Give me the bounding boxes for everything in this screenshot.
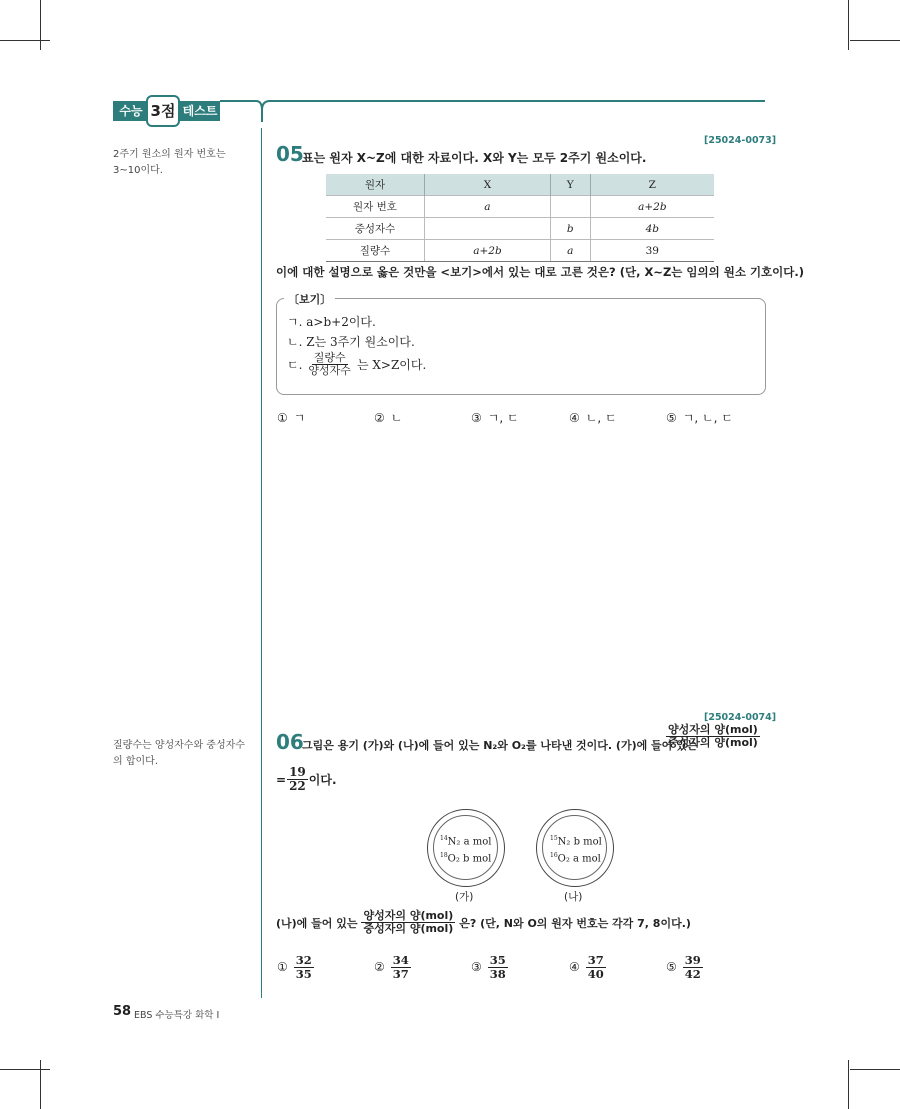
q05-side-note: 2주기 원소의 원자 번호는 3~10이다. (113, 149, 226, 176)
bogi-prefix: ㄴ. (287, 335, 303, 349)
bogi-bracket-right: 〕 (320, 293, 332, 306)
bogi-item-g (287, 313, 376, 330)
bogi-prefix: ㄷ. (287, 358, 303, 373)
fraction-numerator: 양성자의 양(mol) (363, 909, 454, 922)
bogi-label (284, 291, 335, 307)
q05-choice-4[interactable]: ④ ㄴ, ㄷ (569, 410, 617, 425)
container-ga-label: (가) (455, 891, 474, 903)
table-cell: a (425, 196, 551, 218)
table-header: Z (590, 174, 714, 196)
bogi-label-text: 보기 (299, 293, 321, 306)
table-cell: b (550, 218, 590, 240)
container-ga-content: $^{14}$N₂ a mol $^{18}$O₂ b mol (440, 835, 492, 865)
table-cell: a+2b (590, 196, 714, 218)
crop-mark (0, 1069, 50, 1070)
table-row (326, 196, 714, 218)
q06-choice-3[interactable]: ③ $\frac{35}{38}$ (471, 953, 506, 981)
table-cell: 중성자수 (326, 218, 425, 240)
q05-number: 05 (276, 142, 304, 166)
table-header: X (425, 174, 551, 196)
crop-mark (0, 40, 50, 41)
header-rule (220, 96, 768, 128)
q05-choice-2[interactable]: ② ㄴ (374, 410, 403, 425)
table-cell: a (550, 240, 590, 262)
crop-mark (40, 0, 41, 50)
bogi-text: Z는 3주기 원소이다. (306, 335, 415, 349)
q06-number: 06 (276, 730, 304, 754)
table-cell: a+2b (425, 240, 551, 262)
bogi-fraction (306, 352, 353, 377)
bogi-text: 는 X>Z이다. (356, 358, 427, 373)
fraction-denominator: 중성자의 양(mol) (668, 736, 758, 750)
eq-fraction (287, 766, 308, 793)
q06-question-suffix: 은? (단, N와 O의 원자 번호는 각각 7, 8이다.) (459, 916, 691, 930)
q06-choice-2[interactable]: ② $\frac{34}{37}$ (374, 953, 409, 981)
q05-choice-3[interactable]: ③ ㄱ, ㄷ (471, 410, 519, 425)
fraction-denominator: 중성자의 양(mol) (363, 922, 454, 936)
q06-equation (276, 766, 337, 793)
q06-question-prefix: (나)에 들어 있는 (276, 916, 358, 930)
q06-choice-5[interactable]: ⑤ $\frac{39}{42}$ (666, 953, 701, 981)
book-title: EBS 수능특강 화학 Ⅰ (134, 1010, 220, 1021)
container-na-label: (나) (564, 891, 583, 903)
q05-choice-5[interactable]: ⑤ ㄱ, ㄴ, ㄷ (666, 410, 733, 425)
atom-table (326, 174, 714, 262)
q05-code: [25024-0073] (704, 135, 777, 146)
crop-mark (848, 0, 849, 50)
test-tag: 테스트 (180, 101, 220, 121)
bogi-bracket-left: 〔 (288, 293, 299, 306)
table-cell: 4b (590, 218, 714, 240)
table-cell: 원자 번호 (326, 196, 425, 218)
fraction-numerator: 양성자의 양(mol) (668, 723, 758, 736)
q06-side-note: 질량수는 양성자수와 중성자수의 합이다. (113, 740, 245, 767)
table-row (326, 240, 714, 262)
q06-stem: 그림은 용기 (가)와 (나)에 들어 있는 N₂와 O₂를 나타낸 것이다. (가)에 들어 있는 (302, 739, 698, 752)
fraction-numerator: 19 (289, 765, 306, 779)
bogi-prefix: ㄱ. (287, 315, 303, 329)
table-header: Y (550, 174, 590, 196)
q06-choice-4[interactable]: ④ $\frac{37}{40}$ (569, 953, 604, 981)
column-divider (261, 128, 262, 998)
q05-stem: 표는 원자 X~Z에 대한 자료이다. X와 Y는 모두 2주기 원소이다. (302, 151, 647, 165)
q05-question: 이에 대한 설명으로 옳은 것만을 <보기>에서 있는 대로 고른 것은? (단, X~Z는 임의의 원소 기호이다.) (276, 265, 805, 279)
eq-suffix: 이다. (308, 773, 337, 788)
q06-ratio-fraction (666, 724, 760, 749)
bogi-item-d (287, 352, 426, 377)
bogi-item-n (287, 333, 415, 350)
container-na-content: $^{15}$N₂ b mol $^{16}$O₂ a mol (550, 835, 602, 865)
fraction-numerator: 질량수 (313, 351, 346, 364)
bogi-text: a>b+2이다. (306, 315, 376, 329)
suneung-tag: 수능 (113, 101, 149, 121)
table-row (326, 218, 714, 240)
crop-mark (40, 1060, 41, 1109)
fraction-denominator: 양성자수 (308, 364, 351, 378)
q06-choice-1[interactable]: ① $\frac{32}{35}$ (277, 953, 312, 981)
table-header: 원자 (326, 174, 425, 196)
crop-mark (850, 1069, 900, 1070)
level-badge: 3점 (146, 95, 180, 127)
q06-question-fraction (361, 910, 455, 935)
equals-sign: = (276, 772, 287, 787)
crop-mark (848, 1060, 849, 1109)
table-cell (425, 218, 551, 240)
crop-mark (850, 40, 900, 41)
page-number: 58 (113, 1004, 132, 1019)
fraction-denominator: 22 (289, 779, 306, 794)
table-cell (550, 196, 590, 218)
q06-code: [25024-0074] (704, 712, 777, 723)
q05-choice-1[interactable]: ① ㄱ (277, 410, 306, 425)
table-cell: 39 (590, 240, 714, 262)
q06-question (276, 910, 691, 935)
table-cell: 질량수 (326, 240, 425, 262)
